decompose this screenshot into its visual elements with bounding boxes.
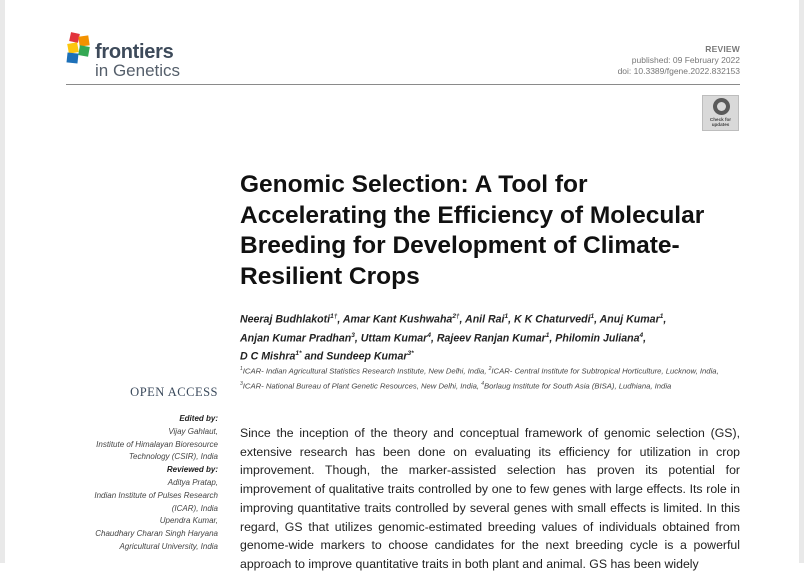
journal-name: in Genetics	[95, 61, 181, 80]
article-meta	[618, 44, 740, 77]
author-affiliation-marker: 2†	[452, 313, 460, 320]
viewer-right-border	[799, 0, 804, 563]
abstract-text: Since the inception of the theory and conceptual framework of genomic selection (GS), extensive research has been done on evaluating its efficiency for utilization in crop improvement. Though, the marker-assisted selection has proven its potential for improvement of qualitative traits controlled by one to few genes with large effects. Its role in improving quantitative traits controlled by several genes with small effects is limited. In this regard, GS that utilizes genomic-estimated breeding values of individuals obtained from genome-wide markers to choose candidates for the next breeding cycle is a powerful approach to improve quantitative traits in both plant and animal. GS has been widely	[240, 426, 740, 571]
author-and: and	[301, 350, 327, 363]
frontiers-logo-icon	[66, 32, 94, 64]
author-name[interactable]: D C Mishra	[240, 350, 296, 363]
author-affiliation-marker: 4	[427, 331, 431, 339]
author-affiliation-marker: 1*	[295, 350, 302, 358]
affiliation-marker: 1	[240, 366, 243, 372]
affiliation-marker: 3	[240, 380, 243, 387]
editor-line: Technology (CSIR), India	[128, 452, 218, 462]
author-name[interactable]: Anil Rai	[465, 313, 505, 326]
author-name[interactable]: Uttam Kumar	[360, 332, 428, 345]
reviewer-line: (ICAR), India	[171, 503, 218, 513]
author-name[interactable]: Anjan Kumar Pradhan	[240, 332, 352, 345]
editor-line: Institute of Himalayan Bioresource	[96, 439, 218, 449]
published-date: published: 09 February 2022	[631, 55, 740, 65]
editor-lines	[66, 426, 218, 464]
check-updates-icon-center	[717, 102, 726, 111]
author-affiliation-marker: 1	[545, 331, 550, 339]
author-affiliation-marker: 4	[639, 331, 644, 339]
reviewer-line: Aditya Pratap,	[167, 477, 218, 487]
author-list: Neeraj Budhlakoti$^{1\dagger}$, Amar Kant Kushwaha$^{2\dagger}$, Anil Rai$^1$, K K Chaturvedi$^1$, Anuj Kumar$^1$, Anjan Kumar Pradhan$^3$, Uttam Kumar$^4$, Rajeev Ranjan Kumar$^1$, Philomin Juliana$^4$, D C Mishra$^{1*}$ and Sundeep Kumar$^{3*}$	[240, 313, 667, 363]
editors-block	[66, 413, 218, 554]
affiliation-text: Borlaug Institute for South Asia (BISA), Ludhiana, India	[484, 381, 672, 391]
author-name[interactable]: Neeraj Budhlakoti	[240, 313, 331, 326]
article-title: Genomic Selection: A Tool for Accelerating the Efficiency of Molecular Breeding for Development of Climate-Resilient Crops	[240, 171, 705, 290]
header-rule	[66, 84, 740, 85]
author-name[interactable]: K K Chaturvedi	[514, 313, 591, 326]
doi[interactable]: doi: 10.3389/fgene.2022.832153	[617, 66, 740, 76]
viewer-left-border	[0, 0, 5, 563]
author-name[interactable]: Rajeev Ranjan Kumar	[436, 332, 546, 345]
author-affiliation-marker: 1†	[330, 313, 338, 320]
reviewer-line: Agricultural University, India	[119, 541, 218, 551]
editor-line: Vijay Gahlaut,	[168, 426, 218, 436]
author-name[interactable]: Sundeep Kumar	[326, 350, 408, 363]
affiliation-text: ICAR- Central Institute for Subtropical Horticulture, Lucknow, India,	[491, 366, 719, 376]
open-access-label: OPEN ACCESS	[130, 385, 218, 399]
reviewer-line: Chaudhary Charan Singh Haryana	[95, 529, 218, 539]
check-for-updates-badge[interactable]	[702, 95, 739, 131]
author-name[interactable]: Anuj Kumar	[599, 313, 660, 326]
reviewed-by-label: Reviewed by:	[166, 465, 218, 475]
reviewer-line: Indian Institute of Pulses Research	[94, 490, 218, 500]
affiliation-text: ICAR- Indian Agricultural Statistics Research Institute, New Delhi, India,	[242, 366, 489, 376]
logo-wordmark: frontiers	[95, 41, 174, 63]
article-type: REVIEW	[705, 44, 740, 54]
author-name[interactable]: Amar Kant Kushwaha	[342, 313, 453, 326]
author-affiliation-marker: 1	[590, 313, 595, 320]
affiliation-marker: 2	[488, 366, 492, 372]
author-affiliation-marker: 3	[351, 331, 355, 339]
affiliation-marker: 4	[481, 380, 484, 387]
author-affiliation-marker: 3*	[407, 350, 414, 358]
author-affiliation-marker: 1	[659, 313, 664, 320]
reviewer-lines	[66, 477, 218, 554]
author-name[interactable]: Philomin Juliana	[555, 332, 640, 345]
edited-by-label: Edited by:	[179, 414, 218, 423]
affiliations	[240, 363, 740, 393]
reviewer-line: Upendra Kumar,	[159, 516, 218, 526]
check-updates-label: Check for updates	[709, 117, 732, 127]
author-affiliation-marker: 1	[504, 313, 509, 320]
affiliation-text: ICAR- National Bureau of Plant Genetic Resources, New Delhi, India,	[242, 381, 482, 391]
frontiers-logo	[66, 32, 206, 80]
